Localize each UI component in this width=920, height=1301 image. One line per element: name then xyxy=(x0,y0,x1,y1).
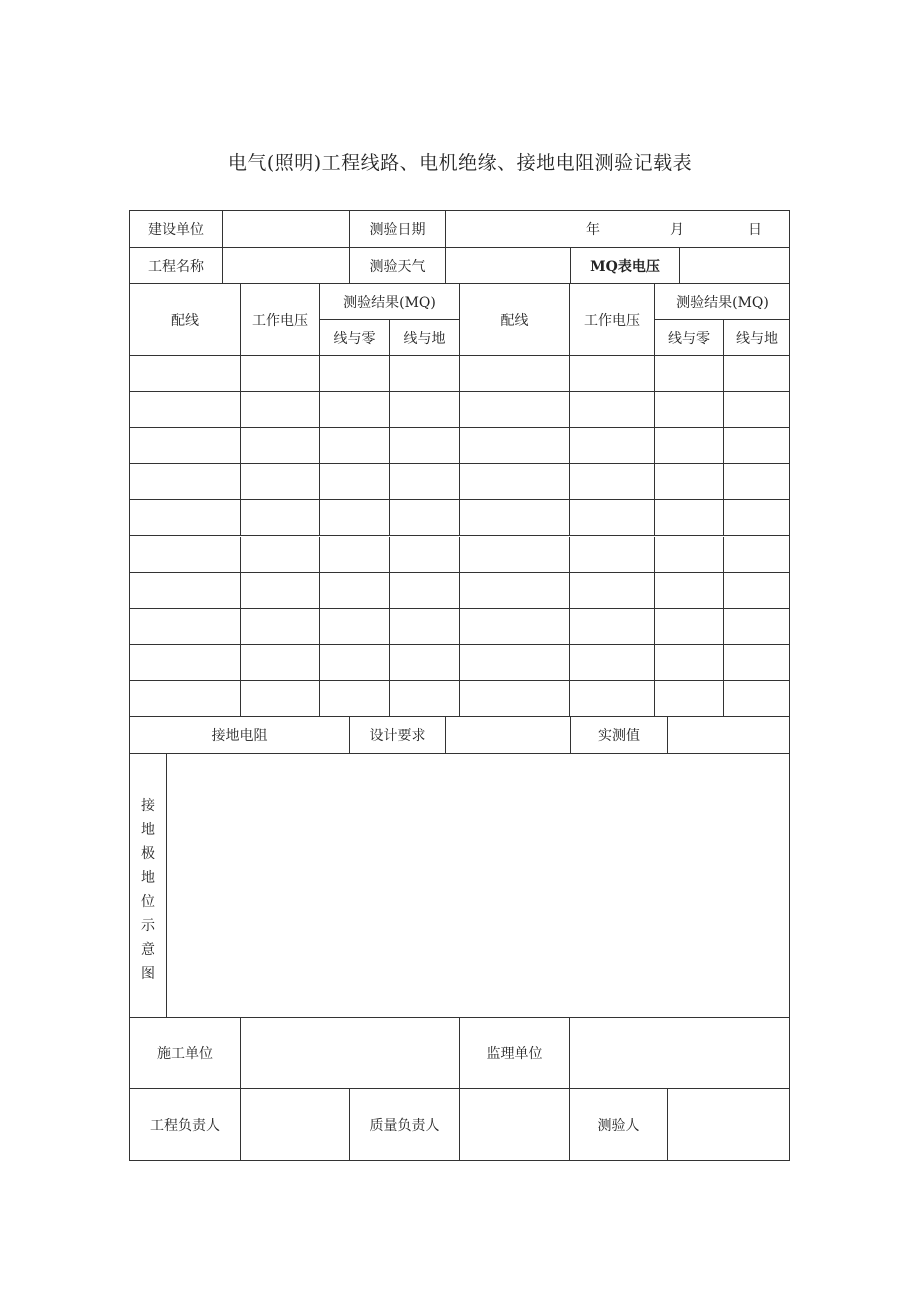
line-to-neutral-cell[interactable] xyxy=(320,681,390,717)
line-to-ground-cell[interactable] xyxy=(390,537,460,573)
working-voltage-cell[interactable] xyxy=(241,464,320,500)
line-to-neutral-cell[interactable] xyxy=(320,645,390,681)
wiring-cell[interactable] xyxy=(130,609,241,645)
grounding-diagram-area[interactable] xyxy=(167,754,790,1018)
line-to-neutral-cell[interactable] xyxy=(320,428,390,464)
line-to-ground-cell[interactable] xyxy=(724,681,790,717)
line-to-neutral-cell[interactable] xyxy=(655,645,724,681)
wiring-cell[interactable] xyxy=(130,428,241,464)
record-form xyxy=(129,210,790,1161)
line-to-ground-header-left: 线与地 xyxy=(390,320,460,356)
design-requirement-field[interactable] xyxy=(446,717,571,754)
wiring-cell[interactable] xyxy=(460,500,570,536)
working-voltage-cell[interactable] xyxy=(241,645,320,681)
diagram-label-char: 接 xyxy=(141,798,155,814)
working-voltage-cell[interactable] xyxy=(570,428,655,464)
project-manager-label: 工程负责人 xyxy=(130,1089,241,1160)
diagram-label-char: 地 xyxy=(141,822,155,838)
line-to-neutral-cell[interactable] xyxy=(655,681,724,717)
working-voltage-cell[interactable] xyxy=(241,573,320,609)
working-voltage-cell[interactable] xyxy=(570,609,655,645)
test-date-label: 测验日期 xyxy=(350,211,446,248)
line-to-neutral-cell[interactable] xyxy=(655,573,724,609)
line-to-ground-cell[interactable] xyxy=(390,609,460,645)
line-to-neutral-cell[interactable] xyxy=(655,500,724,536)
working-voltage-cell[interactable] xyxy=(570,645,655,681)
line-to-ground-cell[interactable] xyxy=(724,537,790,573)
line-to-neutral-cell[interactable] xyxy=(320,500,390,536)
diagram-label-char: 地 xyxy=(141,870,155,886)
project-name-field[interactable] xyxy=(223,248,350,284)
working-voltage-cell[interactable] xyxy=(241,681,320,717)
construction-unit-label: 建设单位 xyxy=(130,211,223,248)
date-year-label: 年 xyxy=(586,222,600,238)
supervision-company-label: 监理单位 xyxy=(460,1018,570,1089)
line-to-neutral-cell[interactable] xyxy=(655,356,724,392)
date-month-label: 月 xyxy=(670,222,684,238)
measured-value-field[interactable] xyxy=(668,717,790,754)
line-to-ground-cell[interactable] xyxy=(724,464,790,500)
line-to-ground-cell[interactable] xyxy=(724,392,790,428)
working-voltage-cell[interactable] xyxy=(570,500,655,536)
test-weather-label: 测验天气 xyxy=(350,248,446,284)
wiring-cell[interactable] xyxy=(130,356,241,392)
line-to-neutral-cell[interactable] xyxy=(320,573,390,609)
meter-voltage-label: MQ表电压 xyxy=(571,248,680,284)
wiring-cell[interactable] xyxy=(460,428,570,464)
diagram-label-char: 示 xyxy=(141,918,155,934)
working-voltage-cell[interactable] xyxy=(570,537,655,573)
project-name-label: 工程名称 xyxy=(130,248,223,284)
project-manager-field[interactable] xyxy=(241,1089,350,1160)
line-to-ground-cell[interactable] xyxy=(390,392,460,428)
diagram-label-char: 极 xyxy=(141,846,155,862)
test-date-field[interactable] xyxy=(446,211,790,248)
line-to-neutral-cell[interactable] xyxy=(655,464,724,500)
line-to-ground-cell[interactable] xyxy=(390,500,460,536)
wiring-cell[interactable] xyxy=(130,681,241,717)
wiring-cell[interactable] xyxy=(130,500,241,536)
line-to-neutral-cell[interactable] xyxy=(655,392,724,428)
wiring-cell[interactable] xyxy=(460,537,570,573)
working-voltage-cell[interactable] xyxy=(241,609,320,645)
line-to-ground-cell[interactable] xyxy=(390,464,460,500)
working-voltage-header-left: 工作电压 xyxy=(241,284,320,356)
construction-company-label: 施工单位 xyxy=(130,1018,241,1089)
line-to-ground-cell[interactable] xyxy=(724,645,790,681)
working-voltage-cell[interactable] xyxy=(570,392,655,428)
test-weather-field[interactable] xyxy=(446,248,571,284)
line-to-ground-cell[interactable] xyxy=(390,645,460,681)
test-result-header-right: 测验结果(MQ) xyxy=(655,284,790,320)
line-to-neutral-cell[interactable] xyxy=(320,356,390,392)
line-to-neutral-header-right: 线与零 xyxy=(655,320,724,356)
line-to-ground-cell[interactable] xyxy=(724,609,790,645)
line-to-neutral-cell[interactable] xyxy=(320,609,390,645)
wiring-header-left: 配线 xyxy=(130,284,241,356)
wiring-cell[interactable] xyxy=(130,645,241,681)
line-to-ground-cell[interactable] xyxy=(724,356,790,392)
working-voltage-cell[interactable] xyxy=(570,681,655,717)
diagram-label-char: 意 xyxy=(141,942,155,958)
working-voltage-cell[interactable] xyxy=(570,464,655,500)
grounding-diagram-label xyxy=(130,754,167,1018)
quality-manager-field[interactable] xyxy=(460,1089,570,1160)
line-to-neutral-cell[interactable] xyxy=(320,537,390,573)
working-voltage-cell[interactable] xyxy=(570,356,655,392)
tester-label: 测验人 xyxy=(570,1089,668,1160)
design-requirement-label: 设计要求 xyxy=(350,717,446,754)
working-voltage-cell[interactable] xyxy=(241,428,320,464)
working-voltage-cell[interactable] xyxy=(241,392,320,428)
line-to-ground-cell[interactable] xyxy=(390,356,460,392)
line-to-ground-cell[interactable] xyxy=(390,573,460,609)
wiring-cell[interactable] xyxy=(460,573,570,609)
meter-voltage-field[interactable] xyxy=(680,248,790,284)
working-voltage-cell[interactable] xyxy=(241,356,320,392)
working-voltage-cell[interactable] xyxy=(241,537,320,573)
line-to-neutral-cell[interactable] xyxy=(655,537,724,573)
wiring-cell[interactable] xyxy=(460,609,570,645)
wiring-header-right: 配线 xyxy=(460,284,570,356)
page-title: 电气(照明)工程线路、电机绝缘、接地电阻测验记载表 xyxy=(227,152,693,174)
diagram-label-char: 图 xyxy=(141,966,155,982)
line-to-neutral-header-left: 线与零 xyxy=(320,320,390,356)
working-voltage-header-right: 工作电压 xyxy=(570,284,655,356)
wiring-cell[interactable] xyxy=(460,681,570,717)
line-to-ground-cell[interactable] xyxy=(390,681,460,717)
wiring-cell[interactable] xyxy=(460,464,570,500)
line-to-neutral-cell[interactable] xyxy=(320,392,390,428)
line-to-ground-header-right: 线与地 xyxy=(724,320,790,356)
line-to-ground-cell[interactable] xyxy=(390,428,460,464)
line-to-ground-cell[interactable] xyxy=(724,500,790,536)
construction-company-field[interactable] xyxy=(241,1018,460,1089)
test-result-header-left: 测验结果(MQ) xyxy=(320,284,460,320)
supervision-company-field[interactable] xyxy=(570,1018,790,1089)
wiring-cell[interactable] xyxy=(460,356,570,392)
grounding-resistance-label: 接地电阻 xyxy=(130,717,350,754)
wiring-cell[interactable] xyxy=(130,464,241,500)
wiring-cell[interactable] xyxy=(460,392,570,428)
measured-value-label: 实测值 xyxy=(571,717,668,754)
wiring-cell[interactable] xyxy=(460,645,570,681)
date-day-label: 日 xyxy=(748,222,762,238)
tester-field[interactable] xyxy=(668,1089,790,1160)
working-voltage-cell[interactable] xyxy=(241,500,320,536)
diagram-label-char: 位 xyxy=(141,894,155,910)
construction-unit-field[interactable] xyxy=(223,211,350,248)
line-to-neutral-cell[interactable] xyxy=(655,609,724,645)
wiring-cell[interactable] xyxy=(130,392,241,428)
wiring-cell[interactable] xyxy=(130,537,241,573)
quality-manager-label: 质量负责人 xyxy=(350,1089,460,1160)
line-to-neutral-cell[interactable] xyxy=(655,428,724,464)
working-voltage-cell[interactable] xyxy=(570,573,655,609)
wiring-cell[interactable] xyxy=(130,573,241,609)
line-to-ground-cell[interactable] xyxy=(724,428,790,464)
line-to-ground-cell[interactable] xyxy=(724,573,790,609)
line-to-neutral-cell[interactable] xyxy=(320,464,390,500)
